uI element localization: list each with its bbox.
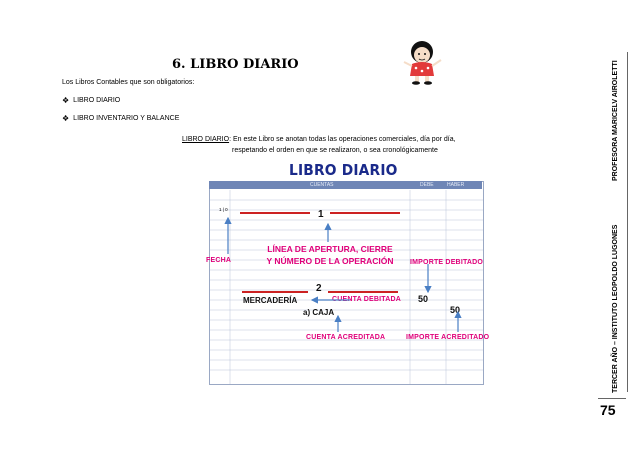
description-term: LIBRO DIARIO	[182, 136, 230, 143]
account-credit: a) CAJA	[303, 308, 335, 317]
header-col-cuentas: CUENTAS	[310, 182, 334, 188]
figure-heading: LIBRO DIARIO	[289, 161, 398, 179]
page-title: 6. LIBRO DIARIO	[172, 57, 299, 72]
mafalda-illustration	[398, 38, 448, 86]
intro-text: Los Libros Contables que son obligatorios:	[62, 79, 195, 86]
sidebar-rule	[627, 52, 628, 392]
label-fecha: FECHA	[206, 257, 232, 264]
annotation-arrows	[200, 180, 500, 380]
diamond-bullet-icon: ❖	[62, 114, 70, 123]
description-line-1	[182, 136, 456, 143]
bullet-item	[62, 114, 179, 123]
header-col-debe: DEBE	[420, 182, 434, 188]
label-cuenta-acreditada: CUENTA ACREDITADA	[306, 334, 386, 341]
sidebar-school: TERCER AÑO – INSTITUTO LEOPOLDO LUGONES	[612, 224, 619, 394]
bullet-label: LIBRO DIARIO	[73, 97, 121, 104]
operation-number: 1	[318, 209, 324, 220]
description-line-2: respetando el orden en que se realizaron, o sea cronológicamente	[232, 147, 438, 154]
credit-amount: 50	[450, 305, 461, 315]
account-debit: MERCADERÍA	[243, 296, 298, 305]
description-text: : En este Libro se anotan todas las operaciones comerciales, día por día,	[229, 136, 456, 143]
header-col-haber: HABER	[447, 182, 465, 188]
label-importe-acreditado: IMPORTE ACREDITADO	[406, 334, 490, 341]
bullet-label: LIBRO INVENTARIO Y BALANCE	[73, 115, 180, 122]
date-mark: 1 | 0	[219, 207, 228, 212]
label-apertura-line-1: LÍNEA DE APERTURA, CIERRE	[267, 244, 393, 254]
sidebar-author: PROFESORA MARICELV AIROLETTI	[612, 60, 619, 182]
page-number-rule	[598, 398, 626, 399]
label-importe-debitado: IMPORTE DEBITADO	[410, 259, 484, 266]
diamond-bullet-icon: ❖	[62, 96, 70, 105]
debit-amount: 50	[418, 294, 429, 304]
operation-number: 2	[316, 283, 322, 294]
bullet-item	[62, 96, 120, 105]
page-number: 75	[600, 402, 616, 418]
label-apertura-line-2: Y NÚMERO DE LA OPERACIÓN	[266, 256, 394, 266]
label-cuenta-debitada: CUENTA DEBITADA	[332, 296, 401, 303]
